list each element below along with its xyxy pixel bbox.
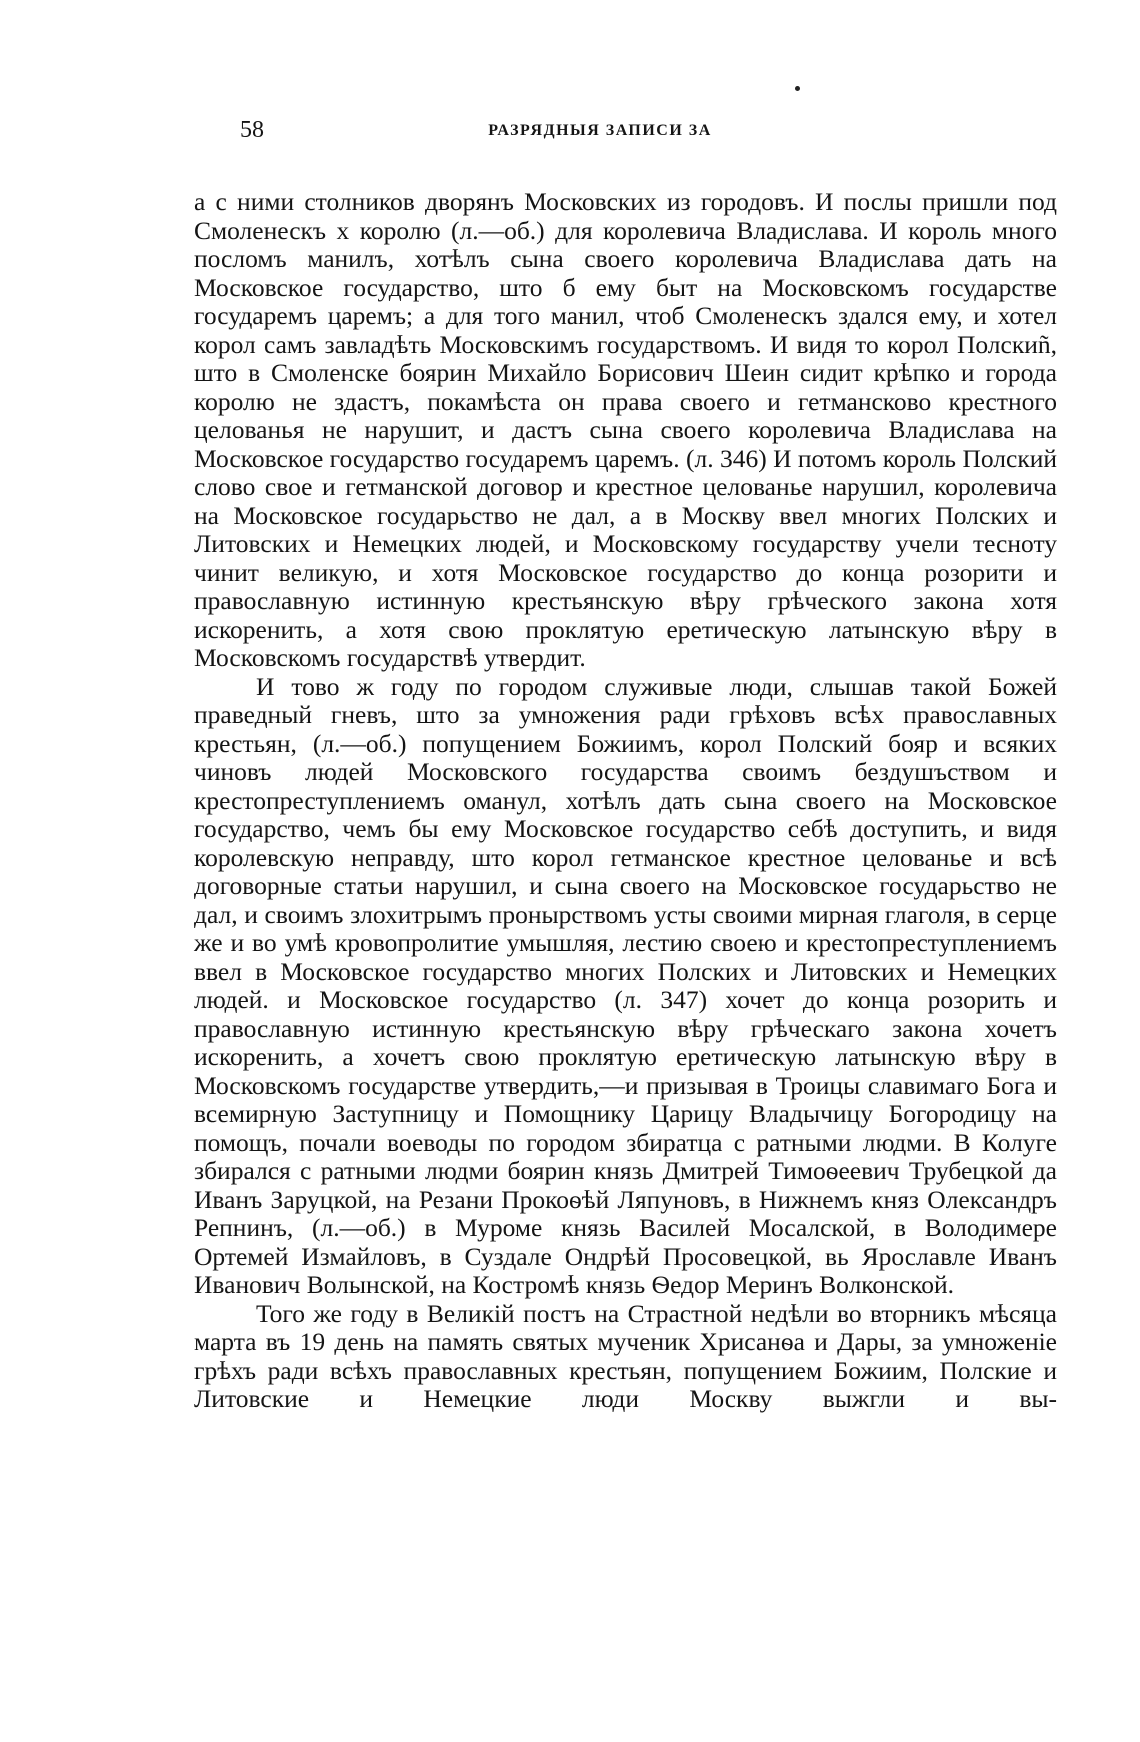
running-title: РАЗРЯДНЫЯ ЗАПИСИ ЗА [488, 122, 712, 139]
print-speck [795, 86, 800, 91]
page-number: 58 [240, 117, 264, 143]
paragraph-3: Того же году в Великій постъ на Страстной недѣли во вторникъ мѣсяца марта въ 19 день на память святых мученик Хрисанѳа и Дары, за умноженіе грѣхъ ради всѣхъ православных крестьян, попущением Божиим, Полские и Литовские и Немецкие люди Москву выжгли и вы- [194, 1298, 1057, 1413]
paragraph-2: И тово ж году по городом служивые люди, слышав такой Божей праведный гневъ, што за умножения ради грѣховъ всѣх православных крестьян, (л.—об.) попущением Божиимъ, корол Полский бояр и всяких чиновъ людей Московского государства своимъ бездушъством и крестопреступлениемъ оманул, хотѣлъ дать сына своего на Московское государство, чемъ бы ему Московское государство себѣ доступить, и видя королевскую неправду, што корол гетманское крестное целованье и всѣ договорные статьи нарушил, и сына своего на Московское государьство не дал, и своимъ злохитрымъ пронырствомъ усты своими мирная глаголя, в серце же и во умѣ кровопролитие умышляя, лестию своею и крестопреступлениемъ ввел в Московское государство многих Полских и Литовских и Немецких людей. и Московское государство (л. 347) хочет до конца розорить и православную истинную крестьянскую вѣру грѣческаго закона хочетъ искоренить, а хочетъ свою проклятую еретическую латынскую вѣру в Московскомъ государстве утвердить,—и призывая в Троицы славимаго Бога и всемирную Заступницу и Помощнику Царицу Владычицу Богородицу на помощъ, почали воеводы по городом збиратца с ратными людми. В Колуге збирался с ратными людми боярин князь Дмитрей Тимоѳеевич Трубецкой да Иванъ Заруцкой, на Резани Прокоѳѣй Ляпуновъ, в Нижнемъ княз Олександръ Репнинъ, (л.—об.) в Муроме князь Василей Мосалской, в Володимере Ортемей Измайловъ, в Суздале Ондрѣй Просовецкой, вь Ярославле Иванъ Иванович Волынской, на Костромѣ князь Ѳедор Меринъ Волконской. [194, 671, 1057, 1299]
running-head [240, 115, 960, 145]
paragraph-1: а с ними столников дворянъ Московских из городовъ. И послы пришли под Смоленескъ х королю (л.—об.) для королевича Владислава. И король много посломъ манилъ, хотѣлъ сына своего королевича Владислава дать на Московское государство, што б ему быт на Московскомъ государстве государемъ царемъ; а для того манил, чтоб Смоленескъ здался ему, и хотел корол самъ завладѣть Московскимъ государствомъ. И видя то корол Полскиñ, што в Смоленске боярин Михайло Борисович Шеин сидит крѣпко и города королю не здастъ, покамѣста он права своего и гетмансково крестного целованья не нарушит, и дастъ сына своего королевича Владислава на Московское государство государемъ царемъ. (л. 346) И потомъ король Полский слово свое и гетманской договор и крестное целованье нарушил, королевича на Московское государьство не дал, а в Москву ввел многих Полских и Литовских и Немецких людей, и Московскому государству учели тесноту чинит великую, и хотя Московское государство до конца розорити и православную истинную крестьянскую вѣру грѣческого закона хотя искоренить, а хотя свою проклятую еретическую латынскую вѣру в Московскомъ государствѣ утвердит. [194, 187, 1057, 672]
body-text [194, 188, 1057, 1414]
